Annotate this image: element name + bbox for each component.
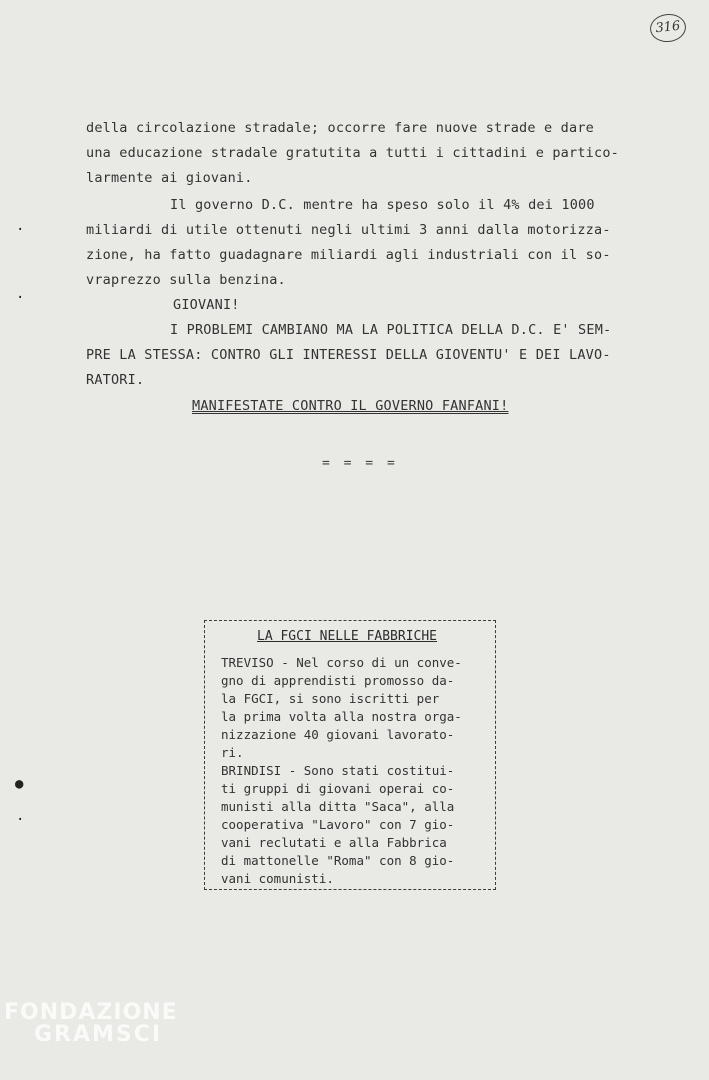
text-line: GIOVANI! [173, 297, 240, 313]
text-line: I PROBLEMI CAMBIANO MA LA POLITICA DELLA D.C. E' SEM- [170, 322, 612, 338]
box-line: cooperativa "Lavoro" con 7 gio- [221, 817, 455, 832]
text-line: Il governo D.C. mentre ha speso solo il 4% dei 1000 [170, 197, 595, 213]
slogan: MANIFESTATE CONTRO IL GOVERNO FANFANI! [192, 398, 509, 414]
box-line: TREVISO - Nel corso di un conve- [221, 655, 462, 670]
text-line: zione, ha fatto guadagnare miliardi agli industriali con il so- [86, 247, 611, 263]
box-line: BRINDISI - Sono stati costitui- [221, 763, 455, 778]
box-line: vani reclutati e alla Fabbrica [221, 835, 447, 850]
news-box [204, 620, 496, 890]
margin-mark: · [16, 812, 25, 828]
box-line: gno di apprendisti promosso da- [221, 673, 455, 688]
watermark-line-1: FONDAZIONE [4, 1000, 178, 1025]
text-line: PRE LA STESSA: CONTRO GLI INTERESSI DELLA GIOVENTU' E DEI LAVO- [86, 347, 611, 363]
margin-mark: · [16, 290, 25, 306]
box-line: nizzazione 40 giovani lavorato- [221, 727, 455, 742]
box-line: di mattonelle "Roma" con 8 gio- [221, 853, 455, 868]
box-title: LA FGCI NELLE FABBRICHE [257, 629, 438, 644]
margin-mark: ● [15, 776, 24, 792]
text-line: larmente ai giovani. [86, 170, 253, 186]
text-line: RATORI. [86, 372, 145, 388]
box-line: la prima volta alla nostra orga- [221, 709, 462, 724]
text-line: vraprezzo sulla benzina. [86, 272, 286, 288]
box-line: ri. [221, 745, 244, 760]
box-line: munisti alla ditta "Saca", alla [221, 799, 455, 814]
box-line: la FGCI, si sono iscritti per [221, 691, 440, 706]
separator: = = = = [322, 456, 398, 471]
text-line: della circolazione stradale; occorre fare nuove strade e dare [86, 120, 594, 136]
box-line: ti gruppi di giovani operai co- [221, 781, 455, 796]
box-line: vani comunisti. [221, 871, 334, 886]
margin-mark: · [16, 222, 25, 238]
watermark-line-2: GRAMSCI [34, 1022, 163, 1047]
text-line: una educazione stradale gratutita a tutti i cittadini e partico- [86, 145, 619, 161]
text-line: miliardi di utile ottenuti negli ultimi 3 anni dalla motorizza- [86, 222, 611, 238]
page-number: 316 [649, 12, 688, 44]
archive-watermark [4, 1002, 178, 1046]
